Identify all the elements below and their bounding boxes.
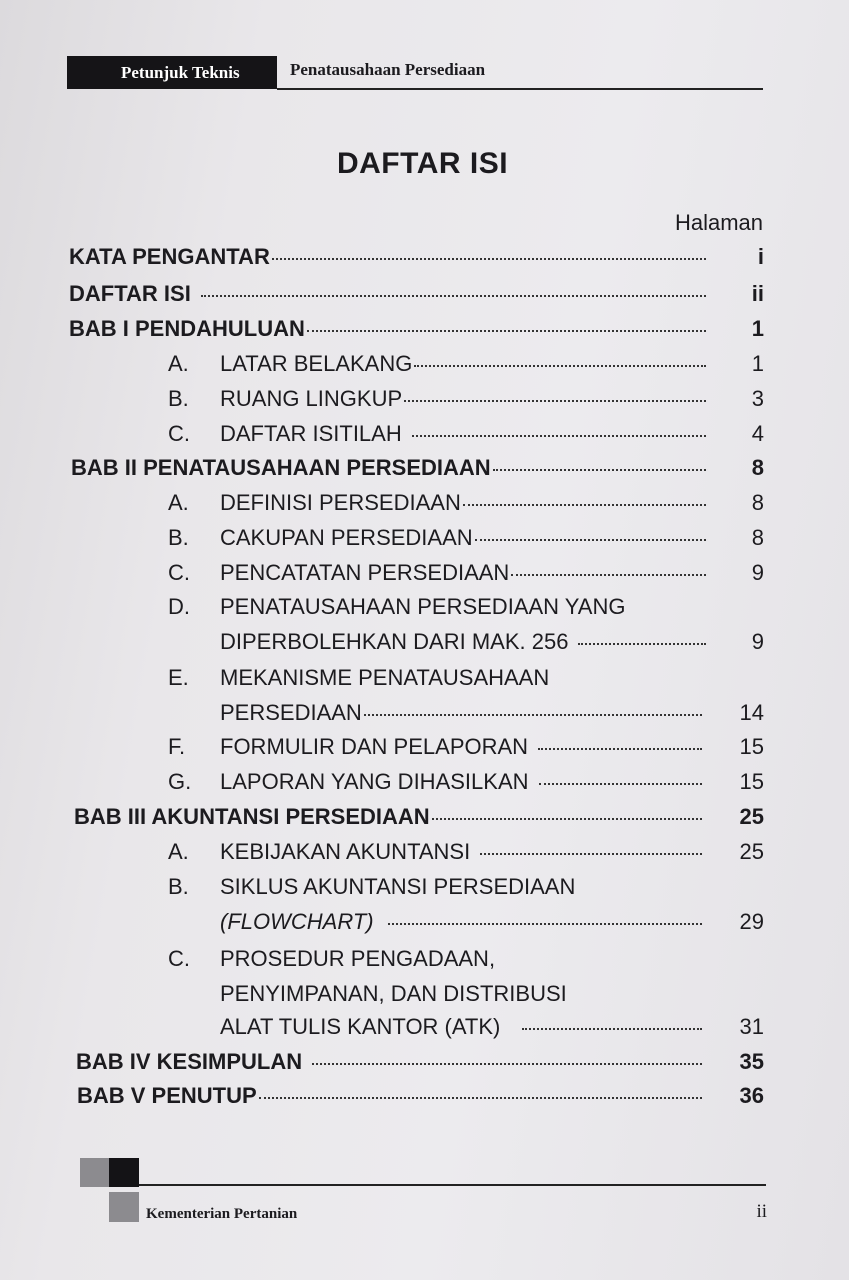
toc-entry-text: FORMULIR DAN PELAPORAN [220, 734, 529, 759]
toc-entry-first-line [168, 874, 575, 900]
toc-entry-page: 1 [751, 316, 764, 341]
footer-rule [139, 1184, 766, 1186]
toc-entry-label [168, 769, 529, 795]
toc-entry-letter: A. [168, 490, 189, 515]
toc-leader [414, 365, 706, 367]
toc-entry-label: (FLOWCHART) [220, 909, 374, 934]
toc-leader [493, 469, 706, 471]
toc-entry-page: 25 [739, 839, 764, 864]
toc-entry-text: PENCATATAN PERSEDIAAN [220, 560, 510, 585]
toc-entry-letter: C. [168, 946, 190, 971]
toc-entry-page: 14 [739, 700, 764, 725]
toc-leader [578, 643, 706, 645]
toc-entry-page: 8 [751, 455, 764, 480]
toc-entry [168, 769, 764, 795]
toc-entry [168, 839, 764, 865]
toc-entry-letter: D. [168, 594, 190, 619]
footer-page-number: ii [756, 1201, 767, 1222]
toc-leader [463, 504, 706, 506]
toc-entry-text: SIKLUS AKUNTANSI PERSEDIAAN [220, 874, 576, 899]
toc-entry-label [168, 421, 402, 447]
toc-leader [201, 295, 706, 297]
toc-entry-letter: B. [168, 386, 189, 411]
toc-entry-first-line [168, 946, 495, 972]
toc-entry-text: KEBIJAKAN AKUNTANSI [220, 839, 471, 864]
toc-entry [71, 455, 764, 481]
footer-gray-square [80, 1158, 109, 1187]
toc-entry-page: 29 [739, 909, 764, 934]
toc-leader [404, 400, 706, 402]
header-book-title: Petunjuk Teknis [67, 56, 277, 89]
toc-entry-label: PERSEDIAAN [220, 700, 362, 725]
header-subject: Penatausahaan Persediaan [290, 60, 486, 79]
toc-entry [76, 1049, 764, 1075]
toc-entry-label [168, 839, 470, 865]
toc-leader [364, 714, 702, 716]
toc-entry [220, 1014, 764, 1040]
toc-entry-label [168, 490, 461, 516]
toc-entry-letter: E. [168, 665, 189, 690]
toc-entry-label: DIPERBOLEHKAN DARI MAK. 256 [220, 629, 569, 654]
toc-entry-letter: B. [168, 874, 189, 899]
toc-entry-text: LAPORAN YANG DIHASILKAN [220, 769, 529, 794]
toc-leader [522, 1028, 702, 1030]
toc-leader [259, 1097, 702, 1099]
toc-entry-page: 25 [739, 804, 764, 829]
toc-entry-letter: F. [168, 734, 186, 759]
toc-entry-text: PROSEDUR PENGADAAN, [220, 946, 496, 971]
toc-entry-text: MEKANISME PENATAUSAHAAN [220, 665, 550, 690]
toc-entry [168, 490, 764, 516]
toc-leader [388, 923, 702, 925]
toc-leader [538, 748, 702, 750]
toc-leader [272, 258, 706, 260]
toc-entry-label: BAB IV KESIMPULAN [76, 1049, 303, 1074]
footer-publisher: Kementerian Pertanian [146, 1206, 298, 1222]
toc-entry [77, 1083, 764, 1109]
toc-entry-label [168, 386, 402, 412]
toc-entry [69, 244, 764, 270]
toc-entry-letter: C. [168, 560, 190, 585]
toc-entry [168, 525, 764, 551]
toc-entry-letter: G. [168, 769, 192, 794]
toc-entry-page: 1 [751, 351, 764, 376]
toc-entry-second-line: PENYIMPANAN, DAN DISTRIBUSI [220, 981, 567, 1006]
toc-leader [432, 818, 702, 820]
toc-entry-label: BAB I PENDAHULUAN [69, 316, 305, 341]
toc-entry-label: BAB V PENUTUP [77, 1083, 257, 1108]
toc-entry-page: 31 [739, 1014, 764, 1039]
toc-entry-text: RUANG LINGKUP [220, 386, 403, 411]
toc-entry-page: 8 [751, 490, 764, 515]
toc-entry-label [168, 734, 528, 760]
toc-leader [412, 435, 706, 437]
toc-entry-page: 9 [751, 560, 764, 585]
toc-entry [168, 421, 764, 447]
toc-entry-text: LATAR BELAKANG [220, 351, 413, 376]
toc-entry-page: 36 [739, 1083, 764, 1108]
toc-entry-text: DAFTAR ISITILAH [220, 421, 402, 446]
toc-leader [511, 574, 706, 576]
toc-entry [220, 629, 764, 655]
toc-entry-page: 4 [751, 421, 764, 446]
toc-entry-first-line [168, 665, 549, 691]
toc-leader [312, 1063, 702, 1065]
toc-entry [220, 700, 764, 726]
page-title [0, 147, 849, 181]
footer-black-square [109, 1158, 139, 1187]
toc-entry-label [168, 525, 473, 551]
toc-entry [168, 560, 764, 586]
toc-entry-label [168, 351, 412, 377]
toc-entry-page: 8 [751, 525, 764, 550]
toc-entry [168, 734, 764, 760]
toc-entry [69, 316, 764, 342]
page-title-text: DAFTAR ISI [336, 147, 509, 180]
toc-entry-page: 35 [739, 1049, 764, 1074]
toc-entry-text: PENATAUSAHAAN PERSEDIAAN YANG [220, 594, 626, 619]
toc-leader [475, 539, 706, 541]
page-column-label: Halaman [674, 210, 763, 235]
toc-entry [168, 351, 764, 377]
toc-entry-label: KATA PENGANTAR [69, 244, 270, 269]
toc-leader [307, 330, 706, 332]
toc-entry-page: 9 [751, 629, 764, 654]
toc-entry-page: 15 [739, 769, 764, 794]
toc-entry-page: 15 [739, 734, 764, 759]
toc-entry-label: DAFTAR ISI [69, 281, 191, 306]
toc-entry-letter: C. [168, 421, 190, 446]
toc-entry-text: CAKUPAN PERSEDIAAN [220, 525, 473, 550]
toc-leader [480, 853, 702, 855]
toc-entry-page: 3 [751, 386, 764, 411]
toc-entry-letter: A. [168, 839, 189, 864]
toc-entry-page: i [757, 244, 764, 269]
toc-entry [220, 909, 764, 935]
toc-entry-label [168, 560, 509, 586]
toc-entry [69, 281, 764, 307]
toc-entry-page: ii [751, 281, 764, 306]
toc-entry-letter: A. [168, 351, 189, 376]
toc-entry-text: DEFINISI PERSEDIAAN [220, 490, 461, 515]
toc-entry-letter: B. [168, 525, 189, 550]
toc-entry-label: BAB II PENATAUSAHAAN PERSEDIAAN [71, 455, 491, 480]
toc-entry-first-line [168, 594, 625, 620]
toc-entry [74, 804, 764, 830]
footer-gray-square-lower [109, 1192, 139, 1222]
header-rule [277, 88, 763, 90]
toc-leader [539, 783, 702, 785]
toc-entry-label: ALAT TULIS KANTOR (ATK) [220, 1014, 501, 1039]
toc-entry-label: BAB III AKUNTANSI PERSEDIAAN [74, 804, 430, 829]
toc-entry [168, 386, 764, 412]
